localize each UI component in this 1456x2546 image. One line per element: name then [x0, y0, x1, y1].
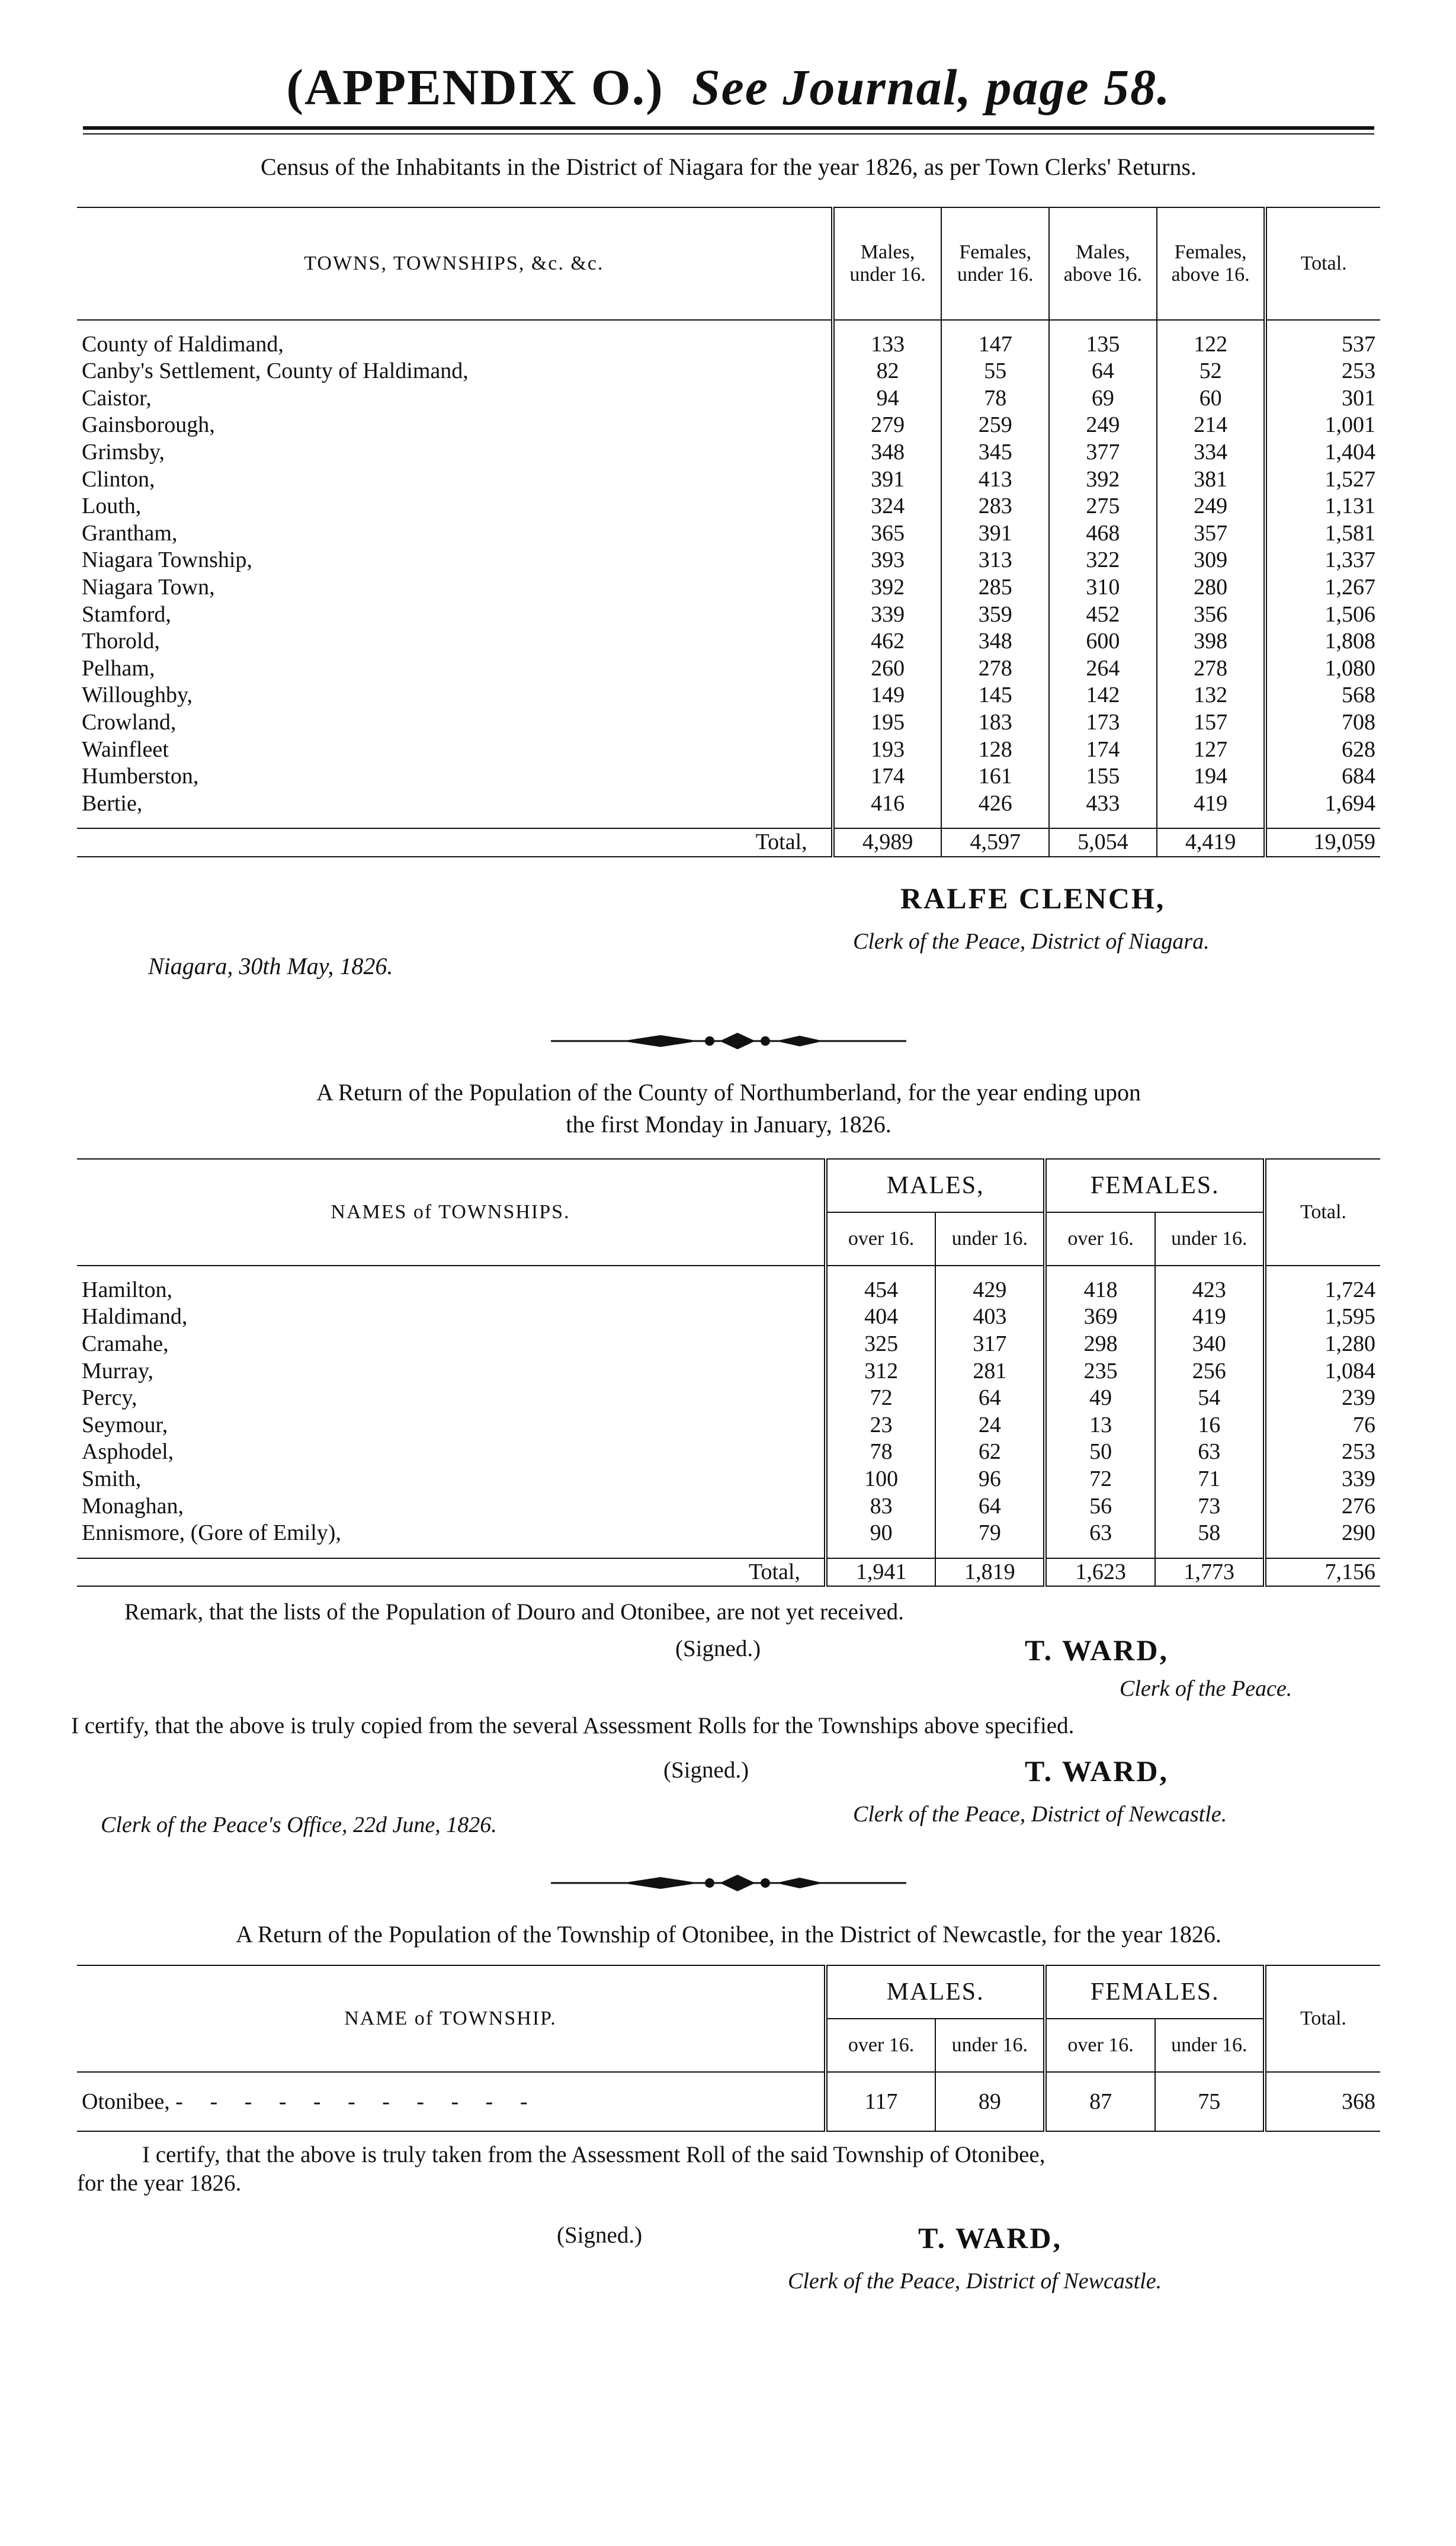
- table-cell: 377: [1049, 439, 1157, 466]
- table-cell: 194: [1157, 763, 1266, 790]
- table-cell: 63: [1045, 1520, 1154, 1547]
- table-cell: 50: [1045, 1439, 1154, 1466]
- table-cell: 278: [1157, 655, 1266, 683]
- niagara-grand-total: 19,059: [1265, 828, 1380, 857]
- northumberland-total-cell: 1,819: [935, 1558, 1045, 1587]
- table-cell: 1,527: [1265, 466, 1380, 494]
- table-cell: 275: [1049, 493, 1157, 520]
- table-cell: 16: [1155, 1412, 1265, 1439]
- table-cell: 283: [941, 493, 1049, 520]
- township-name: Stamford,: [82, 601, 171, 627]
- table-cell: 83: [826, 1493, 935, 1520]
- table-cell: 58: [1155, 1520, 1265, 1547]
- table-cell: 537: [1265, 331, 1380, 358]
- table-cell: 290: [1265, 1520, 1380, 1547]
- table-cell: 281: [935, 1358, 1045, 1385]
- table-cell: 416: [833, 790, 942, 818]
- table-cell: 279: [833, 412, 942, 439]
- table-cell: 285: [941, 574, 1049, 601]
- table-cell: 249: [1049, 412, 1157, 439]
- ornament-divider: [77, 1029, 1380, 1053]
- table-cell: 260: [833, 655, 942, 683]
- northumberland-total-label: Total,: [77, 1558, 826, 1587]
- table-cell: 78: [826, 1439, 935, 1466]
- niagara-total-label: Total,: [77, 828, 833, 857]
- otonibee-col-females-under: under 16.: [1155, 2019, 1265, 2072]
- table-cell: 433: [1049, 790, 1157, 818]
- niagara-col-total: Total.: [1265, 207, 1380, 320]
- table-row: [77, 1385, 1380, 1412]
- township-name: Caistor,: [82, 385, 152, 411]
- northumberland-table: [77, 1158, 1380, 1587]
- signer-title: Clerk of the Peace.: [1120, 1676, 1293, 1702]
- northumberland-col-names: NAMES of TOWNSHIPS.: [77, 1159, 826, 1266]
- township-name: Monaghan,: [82, 1493, 184, 1519]
- table-row: [77, 358, 1380, 385]
- northumberland-col-males-over: over 16.: [826, 1212, 935, 1266]
- table-cell: 142: [1049, 682, 1157, 709]
- table-cell: 87: [1045, 2072, 1154, 2131]
- table-cell: 419: [1157, 790, 1266, 818]
- table-cell: 62: [935, 1439, 1045, 1466]
- table-cell: 235: [1045, 1358, 1154, 1385]
- niagara-total-cell: 4,597: [941, 828, 1049, 857]
- table-cell: 264: [1049, 655, 1157, 683]
- table-cell: 419: [1155, 1304, 1265, 1331]
- table-cell: 149: [833, 682, 942, 709]
- township-name: Asphodel,: [82, 1439, 174, 1465]
- township-name: Seymour,: [82, 1412, 168, 1437]
- table-cell: 312: [826, 1358, 935, 1385]
- table-cell: 155: [1049, 763, 1157, 790]
- otonibee-group-females: FEMALES.: [1045, 1965, 1264, 2019]
- table-cell: 708: [1265, 709, 1380, 736]
- northumberland-total-cell: 1,941: [826, 1558, 935, 1587]
- signer-name: T. WARD,: [1025, 1634, 1169, 1667]
- table-cell: 89: [935, 2072, 1045, 2131]
- township-name: Grantham,: [82, 520, 178, 546]
- table-cell: 391: [833, 466, 942, 494]
- table-cell: 13: [1045, 1412, 1154, 1439]
- township-name: Thorold,: [82, 629, 160, 654]
- journal-reference: See Journal, page 58.: [691, 59, 1171, 116]
- otonibee-col-males-over: over 16.: [826, 2019, 935, 2072]
- niagara-signature: [77, 869, 1380, 1005]
- table-cell: 340: [1155, 1331, 1265, 1358]
- table-row: [77, 574, 1380, 601]
- office-date: Clerk of the Peace's Office, 22d June, 1826.: [101, 1812, 497, 1838]
- table-cell: 157: [1157, 709, 1266, 736]
- table-cell: 398: [1157, 628, 1266, 655]
- northumberland-heading-line2: the first Monday in January, 1826.: [566, 1110, 891, 1138]
- township-name: Ennismore, (Gore of Emily),: [82, 1520, 341, 1546]
- table-cell: 75: [1155, 2072, 1265, 2131]
- table-cell: 1,131: [1265, 493, 1380, 520]
- table-cell: 403: [935, 1304, 1045, 1331]
- table-cell: 161: [941, 763, 1049, 790]
- table-cell: 73: [1155, 1493, 1265, 1520]
- niagara-total-cell: 5,054: [1049, 828, 1157, 857]
- northumberland-total-cell: 1,773: [1155, 1558, 1265, 1587]
- niagara-heading: Census of the Inhabitants in the District of Niagara for the year 1826, as per Town Clerks' Returns.: [261, 153, 1197, 180]
- niagara-col-females-under: Females, under 16.: [941, 207, 1049, 320]
- table-cell: 49: [1045, 1385, 1154, 1412]
- table-cell: 132: [1157, 682, 1266, 709]
- township-name: Percy,: [82, 1385, 137, 1411]
- signer-title: Clerk of the Peace, District of Niagara.: [853, 928, 1210, 954]
- northumberland-group-males: MALES,: [826, 1159, 1045, 1212]
- table-row: [77, 736, 1380, 764]
- table-cell: 1,581: [1265, 520, 1380, 547]
- table-cell: 96: [935, 1466, 1045, 1493]
- signer-name: RALFE CLENCH,: [900, 881, 1166, 915]
- table-row: [77, 601, 1380, 629]
- table-row: [77, 331, 1380, 358]
- table-cell: 23: [826, 1412, 935, 1439]
- table-row: [77, 1331, 1380, 1358]
- table-cell: 193: [833, 736, 942, 764]
- township-name: Clinton,: [82, 466, 155, 492]
- table-cell: 348: [941, 628, 1049, 655]
- table-row: [77, 763, 1380, 790]
- table-cell: 135: [1049, 331, 1157, 358]
- table-cell: 1,084: [1265, 1358, 1380, 1385]
- township-name: Otonibee, - - - - - - - - - - -: [77, 2072, 826, 2131]
- table-cell: 1,595: [1265, 1304, 1380, 1331]
- table-cell: 195: [833, 709, 942, 736]
- table-cell: 1,337: [1265, 547, 1380, 574]
- table-cell: 183: [941, 709, 1049, 736]
- table-cell: 94: [833, 385, 942, 412]
- table-cell: 426: [941, 790, 1049, 818]
- table-cell: 452: [1049, 601, 1157, 629]
- township-name: Wainfleet: [82, 736, 169, 762]
- table-cell: 253: [1265, 358, 1380, 385]
- signer-title: Clerk of the Peace, District of Newcastle.: [853, 1802, 1227, 1827]
- table-cell: 423: [1155, 1277, 1265, 1304]
- otonibee-notes: [77, 2132, 1380, 2327]
- table-cell: 1,280: [1265, 1331, 1380, 1358]
- table-cell: 253: [1265, 1439, 1380, 1466]
- table-cell: 174: [833, 763, 942, 790]
- table-cell: 1,267: [1265, 574, 1380, 601]
- table-cell: 418: [1045, 1277, 1154, 1304]
- table-cell: 54: [1155, 1385, 1265, 1412]
- ornament-icon: [551, 1871, 906, 1895]
- table-cell: 317: [935, 1331, 1045, 1358]
- northumberland-col-females-over: over 16.: [1045, 1212, 1154, 1266]
- title-rule: [83, 126, 1374, 134]
- table-cell: 310: [1049, 574, 1157, 601]
- table-cell: 64: [935, 1493, 1045, 1520]
- signed-label: (Signed.): [557, 2222, 643, 2249]
- table-row: [77, 790, 1380, 818]
- table-cell: 313: [941, 547, 1049, 574]
- township-name: Hamilton,: [82, 1277, 173, 1302]
- table-cell: 391: [941, 520, 1049, 547]
- table-cell: 392: [1049, 466, 1157, 494]
- table-cell: 345: [941, 439, 1049, 466]
- certify-text-line2: for the year 1826.: [77, 2170, 242, 2196]
- table-cell: 322: [1049, 547, 1157, 574]
- table-cell: 359: [941, 601, 1049, 629]
- table-row: [77, 1439, 1380, 1466]
- table-cell: 468: [1049, 520, 1157, 547]
- table-cell: 356: [1157, 601, 1266, 629]
- table-row: [77, 655, 1380, 683]
- niagara-col-males-above: Males, above 16.: [1049, 207, 1157, 320]
- township-name: Pelham,: [82, 655, 155, 681]
- table-cell: 309: [1157, 547, 1266, 574]
- table-cell: 133: [833, 331, 942, 358]
- township-name: Smith,: [82, 1466, 142, 1492]
- niagara-total-cell: 4,419: [1157, 828, 1266, 857]
- table-row: [77, 628, 1380, 655]
- table-cell: 128: [941, 736, 1049, 764]
- otonibee-group-males: MALES.: [826, 1965, 1045, 2019]
- remark-text: Remark, that the lists of the Population of Douro and Otonibee, are not yet received.: [124, 1599, 904, 1625]
- table-cell: 278: [941, 655, 1049, 683]
- table-cell: 276: [1265, 1493, 1380, 1520]
- table-cell: 365: [833, 520, 942, 547]
- signed-label: (Signed.): [675, 1636, 761, 1662]
- table-cell: 393: [833, 547, 942, 574]
- table-cell: 325: [826, 1331, 935, 1358]
- township-name: Crowland,: [82, 709, 177, 735]
- appendix-label: (APPENDIX O.): [286, 59, 664, 116]
- table-cell: 259: [941, 412, 1049, 439]
- table-cell: 64: [935, 1385, 1045, 1412]
- table-cell: 100: [826, 1466, 935, 1493]
- table-cell: 60: [1157, 385, 1266, 412]
- niagara-col-females-above: Females, above 16.: [1157, 207, 1266, 320]
- table-cell: 339: [1265, 1466, 1380, 1493]
- township-name: County of Haldimand,: [82, 331, 284, 357]
- niagara-census-table: [77, 207, 1380, 857]
- table-cell: 368: [1265, 2072, 1380, 2131]
- table-row: [77, 466, 1380, 494]
- table-cell: 71: [1155, 1466, 1265, 1493]
- table-cell: 79: [935, 1520, 1045, 1547]
- table-cell: 147: [941, 331, 1049, 358]
- table-cell: 82: [833, 358, 942, 385]
- table-cell: 72: [1045, 1466, 1154, 1493]
- signer-name: T. WARD,: [918, 2221, 1063, 2255]
- table-cell: 413: [941, 466, 1049, 494]
- table-cell: 1,506: [1265, 601, 1380, 629]
- township-name: Murray,: [82, 1358, 153, 1384]
- table-row: [77, 547, 1380, 574]
- otonibee-col-total: Total.: [1265, 1965, 1380, 2072]
- table-row: [77, 709, 1380, 736]
- table-cell: 462: [833, 628, 942, 655]
- table-cell: 63: [1155, 1439, 1265, 1466]
- township-name: Willoughby,: [82, 683, 193, 708]
- niagara-col-towns: TOWNS, TOWNSHIPS, &c. &c.: [77, 207, 833, 320]
- northumberland-notes: [71, 1587, 1380, 1865]
- table-cell: 298: [1045, 1331, 1154, 1358]
- table-cell: 239: [1265, 1385, 1380, 1412]
- northumberland-heading: [77, 1077, 1380, 1141]
- table-cell: 127: [1157, 736, 1266, 764]
- table-cell: 64: [1049, 358, 1157, 385]
- table-cell: 404: [826, 1304, 935, 1331]
- otonibee-col-name: NAME of TOWNSHIP.: [77, 1965, 826, 2072]
- place-date: Niagara, 30th May, 1826.: [148, 952, 393, 979]
- niagara-total-cell: 4,989: [833, 828, 942, 857]
- township-name: Louth,: [82, 494, 142, 519]
- table-cell: 122: [1157, 331, 1266, 358]
- table-cell: 145: [941, 682, 1049, 709]
- table-cell: 69: [1049, 385, 1157, 412]
- northumberland-col-males-under: under 16.: [935, 1212, 1045, 1266]
- table-cell: 1,694: [1265, 790, 1380, 818]
- township-name: Bertie,: [82, 790, 143, 816]
- table-cell: 568: [1265, 682, 1380, 709]
- table-cell: 24: [935, 1412, 1045, 1439]
- page-title: [77, 59, 1380, 116]
- otonibee-col-females-over: over 16.: [1045, 2019, 1154, 2072]
- table-row: [77, 682, 1380, 709]
- table-cell: 55: [941, 358, 1049, 385]
- table-cell: 173: [1049, 709, 1157, 736]
- table-cell: 1,808: [1265, 628, 1380, 655]
- table-row: [77, 385, 1380, 412]
- table-cell: 684: [1265, 763, 1380, 790]
- table-cell: 72: [826, 1385, 935, 1412]
- table-cell: 117: [826, 2072, 935, 2131]
- table-row: [77, 1358, 1380, 1385]
- ornament-icon: [551, 1029, 906, 1053]
- township-name: Cramahe,: [82, 1331, 169, 1357]
- signer-name: T. WARD,: [1025, 1754, 1169, 1788]
- table-cell: 339: [833, 601, 942, 629]
- table-row: [77, 1520, 1380, 1547]
- otonibee-heading: A Return of the Population of the Township of Otonibee, in the District of Newcastle, for the year 1826.: [236, 1921, 1221, 1948]
- table-row: [77, 2072, 1380, 2131]
- township-name: Canby's Settlement, County of Haldimand,: [82, 358, 469, 384]
- table-cell: 1,001: [1265, 412, 1380, 439]
- township-name: Niagara Town,: [82, 574, 215, 600]
- table-cell: 454: [826, 1277, 935, 1304]
- northumberland-total-cell: 1,623: [1045, 1558, 1154, 1587]
- signed-label: (Signed.): [663, 1757, 749, 1783]
- niagara-col-males-under: Males, under 16.: [833, 207, 942, 320]
- table-cell: 174: [1049, 736, 1157, 764]
- table-row: [77, 412, 1380, 439]
- table-cell: 324: [833, 493, 942, 520]
- table-cell: 1,404: [1265, 439, 1380, 466]
- northumberland-col-total: Total.: [1265, 1159, 1380, 1266]
- northumberland-heading-line1: A Return of the Population of the County of Northumberland, for the year ending upon: [316, 1078, 1141, 1106]
- ornament-divider: [77, 1871, 1380, 1895]
- table-cell: 600: [1049, 628, 1157, 655]
- table-cell: 214: [1157, 412, 1266, 439]
- northumberland-col-females-under: under 16.: [1155, 1212, 1265, 1266]
- table-cell: 1,080: [1265, 655, 1380, 683]
- table-cell: 429: [935, 1277, 1045, 1304]
- table-cell: 256: [1155, 1358, 1265, 1385]
- table-cell: 52: [1157, 358, 1266, 385]
- certify-text: I certify, that the above is truly copied from the several Assessment Rolls for the Townships above specified.: [71, 1713, 1075, 1739]
- table-row: [77, 520, 1380, 547]
- otonibee-col-males-under: under 16.: [935, 2019, 1045, 2072]
- table-cell: 249: [1157, 493, 1266, 520]
- township-name: Grimsby,: [82, 439, 165, 465]
- table-cell: 357: [1157, 520, 1266, 547]
- signer-title: Clerk of the Peace, District of Newcastle.: [788, 2269, 1162, 2294]
- table-cell: 280: [1157, 574, 1266, 601]
- table-row: [77, 1304, 1380, 1331]
- otonibee-table: [77, 1965, 1380, 2132]
- table-cell: 1,724: [1265, 1277, 1380, 1304]
- township-name: Haldimand,: [82, 1304, 188, 1330]
- table-row: [77, 1277, 1380, 1304]
- township-name: Humberston,: [82, 764, 199, 789]
- northumberland-grand-total: 7,156: [1265, 1558, 1380, 1587]
- table-cell: 56: [1045, 1493, 1154, 1520]
- table-cell: 392: [833, 574, 942, 601]
- table-cell: 381: [1157, 466, 1266, 494]
- township-name: Niagara Township,: [82, 547, 252, 573]
- table-cell: 76: [1265, 1412, 1380, 1439]
- table-row: [77, 1493, 1380, 1520]
- certify-text-line1: I certify, that the above is truly taken from the Assessment Roll of the said Township of Otonibee,: [142, 2142, 1046, 2168]
- table-cell: 90: [826, 1520, 935, 1547]
- table-cell: 334: [1157, 439, 1266, 466]
- table-cell: 628: [1265, 736, 1380, 764]
- document-page: [71, 47, 1380, 2327]
- table-row: [77, 1412, 1380, 1439]
- table-row: [77, 493, 1380, 520]
- table-cell: 78: [941, 385, 1049, 412]
- table-cell: 348: [833, 439, 942, 466]
- table-cell: 369: [1045, 1304, 1154, 1331]
- table-cell: 301: [1265, 385, 1380, 412]
- table-row: [77, 1466, 1380, 1493]
- table-row: [77, 439, 1380, 466]
- northumberland-group-females: FEMALES.: [1045, 1159, 1264, 1212]
- township-name: Gainsborough,: [82, 412, 215, 438]
